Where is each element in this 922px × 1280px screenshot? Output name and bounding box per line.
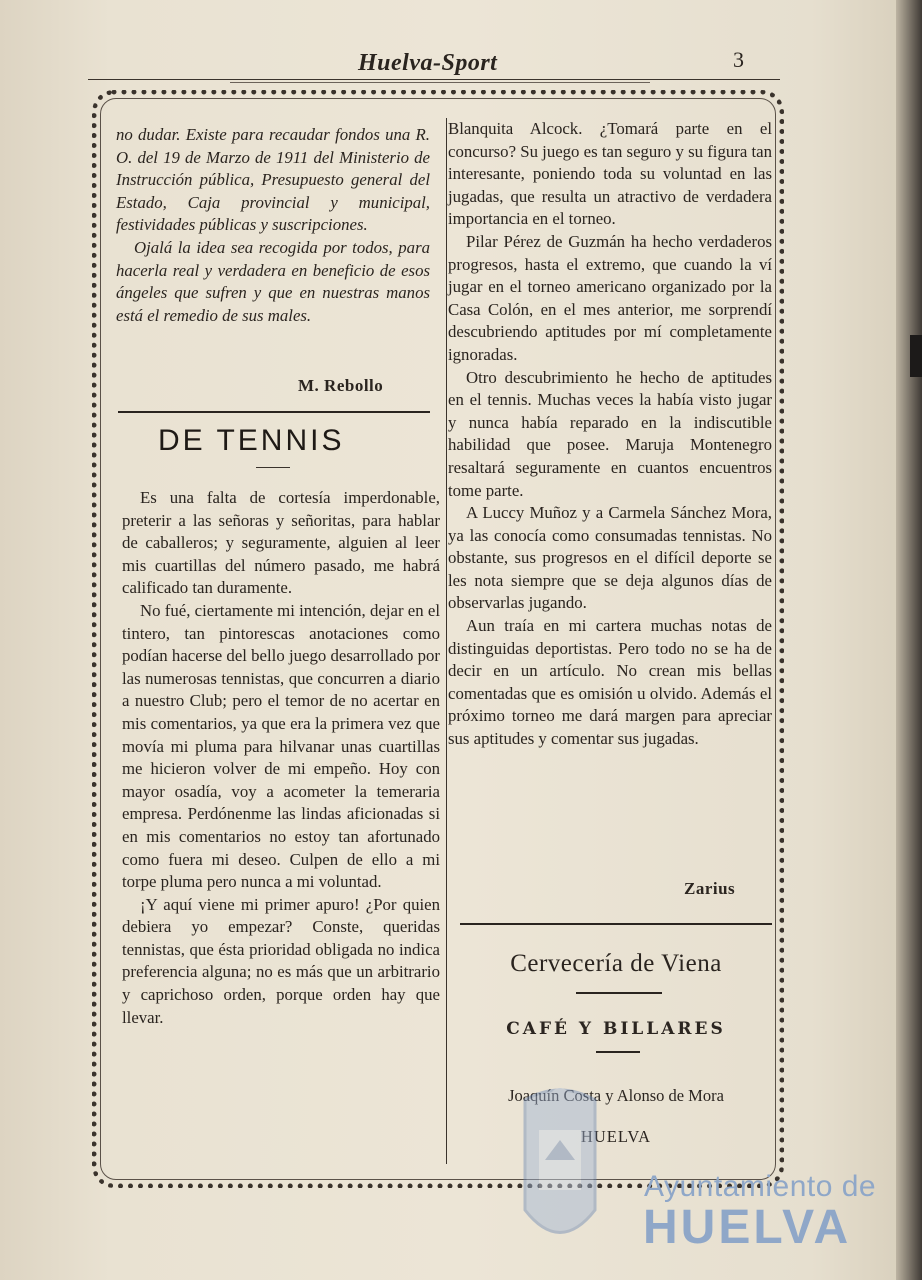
adjacent-page-mark <box>910 335 922 377</box>
header-rule <box>88 79 780 80</box>
article-paragraph: Otro descubrimiento he hecho de aptitudes en el tennis. Muchas veces la había visto jugar y nunca había reparado en la indiscutible habilidad que posee. Maruja Montenegro resaltará seguramente en cuantos encuentros tome parte. <box>448 367 772 500</box>
right-column-article <box>448 118 772 751</box>
article-paragraph: A Luccy Muñoz y a Carmela Sánchez Mora, ya las conocía como consumadas tennistas. No obstante, sus progresos en el difícil deporte se les nota siempre que se deja algunos días de observarlas jugando. <box>448 503 772 613</box>
article-paragraph: Blanquita Alcock. ¿Tomará parte en el concurso? Su juego es tan seguro y su figura tan interesante, poniendo toda su voluntad en las jugadas, que resulta un atractivo de verdadera importancia en el torneo. <box>448 119 772 229</box>
article-signature: Zarius <box>684 879 736 898</box>
ad-subtitle: CAFÉ Y BILLARES <box>506 1019 726 1039</box>
watermark-line2: HUELVA <box>643 1201 852 1254</box>
article-paragraph: Es una falta de cortesía imperdonable, preterir a las señoras y señoritas, para hablar de caballeros; y seguramente, alguien al leer mis cuartillas del número pasado, me habrá calificado tan duramente. <box>122 488 440 598</box>
ad-business-name: Cervecería de Viena <box>510 950 722 977</box>
ad-address: Joaquín Costa y Alonso de Mora <box>508 1086 724 1105</box>
intro-signature: M. Rebollo <box>298 376 384 395</box>
article-paragraph: Aun traía en mi cartera muchas notas de distinguidas deportistas. Pero todo no se ha de decir en un artículo. No crean mis bellas comentadas que es omisión u olvido. Además el próximo torneo me dará margen para apreciar sus aptitudes y comentar sus jugadas. <box>448 616 772 749</box>
adjacent-page-edge <box>896 0 922 1280</box>
article-paragraph: No fué, ciertamente mi intención, dejar en el tintero, tan pintorescas anotaciones como podían hacerse del bello juego desarrollado por las numerosas tennistas, que concurren a diario a nuestro Club; pero el temor de no acertar en mis comentarios, ya que era la primera vez que movía mi pluma para hilvanar unas cuartillas me hicieron volver de mi empeño. Hoy con mayor osadía, voy a acometer la temeraria empresa. Perdónenme las lindas aficionadas si en mis comentarios no estoy tan afortunado como fuera mi deseo. Culpen de ello a mi torpe pluma pero nunca a mi voluntad. <box>122 600 440 892</box>
intro-paragraph: no dudar. Existe para recaudar fondos una R. O. del 19 de Marzo de 1911 del Ministerio de Instrucción pública, Presupuesto general del Estado, Caja provincial y municipal, festividades públicas y suscripciones. <box>116 125 430 235</box>
ad-separator-rule <box>460 923 772 925</box>
section-title: DE TENNIS <box>158 424 345 457</box>
section-rule <box>118 411 430 413</box>
left-column-article <box>122 487 440 1029</box>
ad-city: HUELVA <box>580 1127 652 1146</box>
intro-paragraph: Ojalá la idea sea recogida por todos, para hacerla real y verdadera en beneficio de esos ángeles que sufren y que en nuestras manos está el remedio de sus males. <box>116 237 430 325</box>
left-column-intro <box>116 124 430 327</box>
article-paragraph: ¡Y aquí viene mi primer apuro! ¿Por quien debiera yo empezar? Conste, queridas tennistas, que ésta prioridad obligada no indica preferencia alguna; no es más que un arbitrario y caprichoso orden, porque orden hay que llevar. <box>122 894 440 1027</box>
ad-rule <box>576 992 662 994</box>
page-number: 3 <box>733 47 744 72</box>
header-rule-secondary <box>230 82 650 83</box>
article-paragraph: Pilar Pérez de Guzmán ha hecho verdaderos progresos, hasta el extremo, que cuando la ví jugar en el torneo americano organizado por la Casa Colón, en el mes anterior, me sorprendí descubriendo aptitudes por mí completamente ignoradas. <box>448 231 772 364</box>
watermark-line1: Ayuntamiento de <box>644 1170 877 1203</box>
title-dash <box>256 467 290 468</box>
ad-rule-short <box>596 1051 640 1053</box>
publication-title: Huelva-Sport <box>358 50 498 76</box>
column-divider <box>446 118 447 1164</box>
